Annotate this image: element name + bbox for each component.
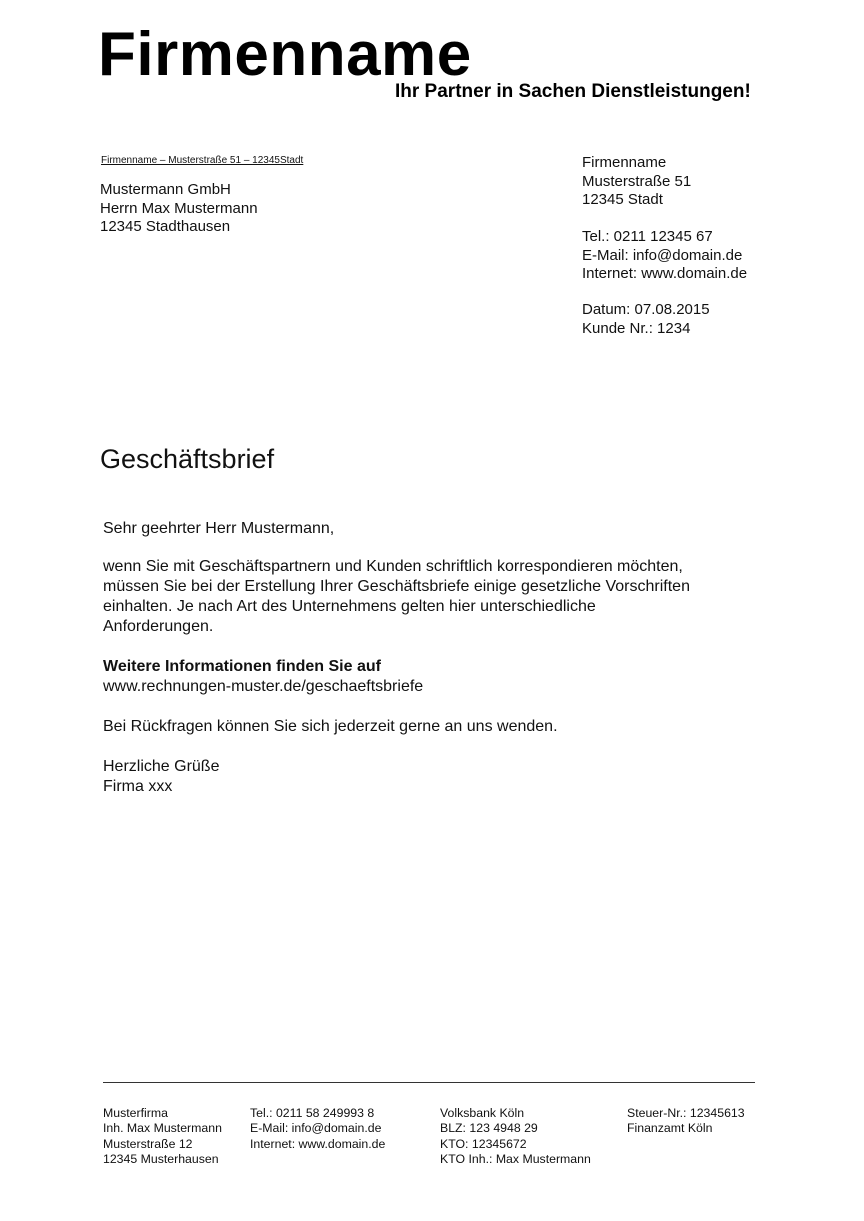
recipient-city: 12345 Stadthausen [100,218,231,235]
footer-contact-column [250,1106,385,1152]
company-address-name: Firmenname [582,154,667,171]
letter-salutation: Sehr geehrter Herr Mustermann, [103,520,335,537]
recipient-person: Herrn Max Mustermann [100,199,258,217]
footer-divider [103,1082,755,1083]
footer-line: 12345 Musterhausen [103,1151,219,1166]
footer-tax-column [627,1106,745,1137]
questions-note: Bei Rückfragen können Sie sich jederzeit gerne an uns wenden. [103,718,558,735]
company-phone: Tel.: 0211 12345 67 [582,228,713,245]
recipient-address [100,181,258,237]
info-heading: Weitere Informationen finden Sie auf [103,658,381,675]
paragraph-line: Anforderungen. [103,618,214,635]
footer-line: KTO Inh.: Max Mustermann [440,1151,591,1166]
footer-line: E-Mail: info@domain.de [250,1121,382,1136]
footer-line: Volksbank Köln [440,1106,525,1120]
footer-bank-column [440,1106,591,1167]
sender-return-address: Firmenname – Musterstraße 51 – 12345Stadt [101,155,304,166]
footer-line: BLZ: 123 4948 29 [440,1121,538,1136]
closing-greeting: Herzliche Grüße [103,758,220,775]
info-link[interactable]: www.rechnungen-muster.de/geschaeftsbriefe [103,678,424,695]
company-address-city: 12345 Stadt [582,191,663,208]
footer-line: Steuer-Nr.: 12345613 [627,1106,745,1120]
footer-line: KTO: 12345672 [440,1136,527,1151]
recipient-company: Mustermann GmbH [100,181,231,198]
company-contact [582,228,747,284]
letter-closing [103,757,219,797]
paragraph-line: wenn Sie mit Geschäftspartnern und Kunden schriftlich korrespondieren möchten, [103,558,683,575]
company-address-street: Musterstraße 51 [582,172,692,190]
company-website: Internet: www.domain.de [582,265,748,282]
letter-paragraph [103,557,690,637]
footer-line: Finanzamt Köln [627,1121,713,1136]
footer-line: Internet: www.domain.de [250,1136,386,1151]
company-address [582,154,691,210]
footer-line: Inh. Max Mustermann [103,1121,222,1136]
paragraph-line: müssen Sie bei der Erstellung Ihrer Geschäftsbriefe einige gesetzliche Vorschriften [103,578,690,595]
paragraph-line: einhalten. Je nach Art des Unternehmens gelten hier unterschiedliche [103,598,596,615]
footer-company-column [103,1106,222,1167]
company-logo-name: Firmenname [98,20,472,89]
company-email: E-Mail: info@domain.de [582,246,743,264]
letter-subject: Geschäftsbrief [100,444,275,474]
footer-line: Musterfirma [103,1106,168,1120]
letter-date: Datum: 07.08.2015 [582,301,710,318]
footer-line: Musterstraße 12 [103,1136,193,1151]
closing-signature: Firma xxx [103,778,173,795]
letter-meta [582,301,710,338]
company-tagline: Ihr Partner in Sachen Dienstleistungen! [395,81,751,102]
footer-line: Tel.: 0211 58 249993 8 [250,1106,375,1120]
customer-number: Kunde Nr.: 1234 [582,319,691,337]
